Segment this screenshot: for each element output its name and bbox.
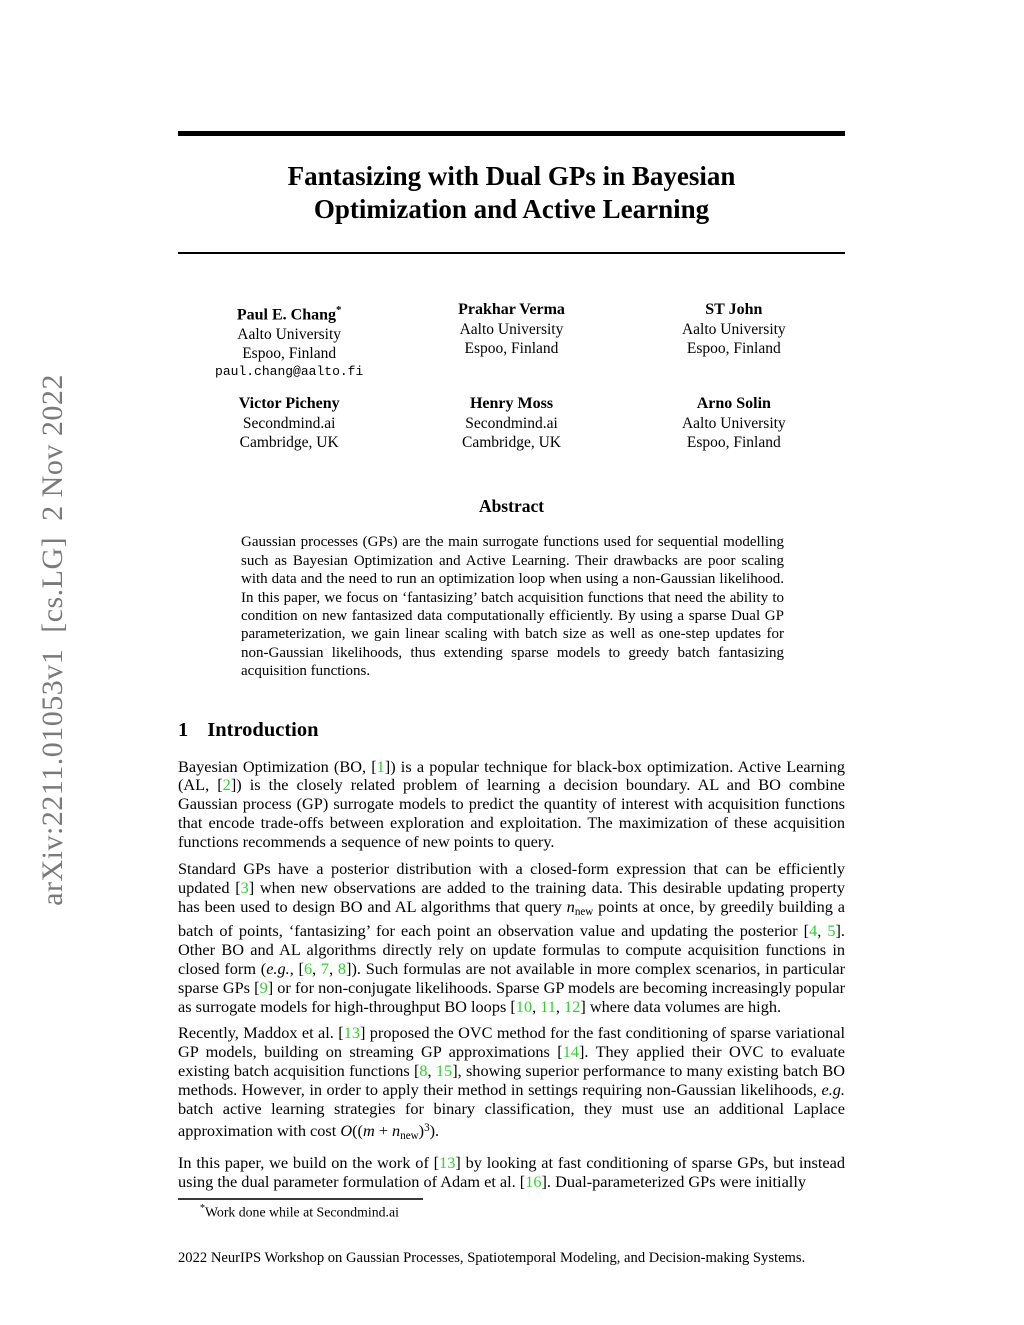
author-name: Victor Picheny — [238, 395, 340, 413]
author-location: Espoo, Finland — [686, 340, 781, 357]
author-name: Arno Solin — [696, 395, 771, 413]
author-block — [178, 300, 400, 381]
citation-link[interactable]: 10 — [515, 996, 533, 1016]
section-heading-introduction — [178, 719, 845, 742]
citation-link[interactable]: 15 — [435, 1061, 453, 1081]
author-row-2 — [178, 394, 845, 452]
math-variable: n — [566, 896, 575, 916]
footnote-marker: * — [200, 1202, 205, 1214]
intro-paragraph-2: Standard GPs have a posterior distribution with a closed-form expression that can be efficiently updated [3] when new observations are added to the training data. This desirable updating property has been used to design BO and AL algorithms that query nnew points at once, by greedily building a batch of points, ‘fantasizing’ for each point an observation value and updating the posterior [4, 5]. Other BO and AL algorithms directly rely on update formulas to compute acquisition functions in closed form (e.g., [6, 7, 8]). Such formulas are not available in more complex scenarios, in particular sparse GPs [9] or for non-conjugate likelihoods. Sparse GP models are becoming increasingly popular as surrogate models for high-throughput BO loops [10, 11, 12] where data volumes are high. — [178, 859, 846, 1016]
math-variable: n — [392, 1120, 401, 1140]
intro-paragraph-1: Bayesian Optimization (BO, [1]) is a popular technique for black-box optimization. Active Learning (AL, [2]) is the closely related problem of learning a decision boundary. AL and BO combine Gaussian process (GP) surrogate models to predict the quantity of interest with acquisition functions that encode trade-offs between exploration and exploitation. The maximization of these acquisition functions recommends a sequence of new points to query. — [178, 756, 845, 852]
citation-link[interactable]: 12 — [564, 996, 581, 1016]
citation-link[interactable]: 3 — [240, 878, 249, 898]
emphasis-text: e.g. — [821, 1080, 845, 1100]
author-affiliation: Aalto University — [459, 321, 564, 338]
author-block — [623, 300, 845, 381]
author-location: Espoo, Finland — [464, 340, 559, 357]
citation-link[interactable]: 8 — [337, 958, 347, 978]
section-number: 1 — [178, 718, 189, 741]
math-subscript: new — [400, 1130, 419, 1143]
citation-link[interactable]: 13 — [343, 1023, 360, 1043]
paper-title — [178, 160, 845, 226]
author-name: Prakhar Verma — [458, 301, 565, 318]
citation-link[interactable]: 9 — [259, 977, 268, 997]
author-location: Cambridge, UK — [239, 434, 339, 452]
math-subscript: new — [574, 906, 594, 919]
citation-link[interactable]: 14 — [562, 1042, 579, 1062]
author-affiliation: Aalto University — [237, 326, 342, 344]
footnote — [178, 1203, 845, 1221]
author-location: Espoo, Finland — [242, 345, 337, 363]
citation-link[interactable]: 11 — [540, 996, 556, 1016]
author-email[interactable]: paul.chang@aalto.fi — [215, 364, 364, 380]
venue-footer: 2022 NeurIPS Workshop on Gaussian Processes, Spatiotemporal Modeling, and Decision-making Systems. — [178, 1250, 806, 1267]
math-variable: O — [340, 1120, 353, 1140]
citation-link[interactable]: 7 — [320, 958, 330, 978]
citation-link[interactable]: 16 — [525, 1171, 542, 1191]
citation-link[interactable]: 1 — [376, 756, 385, 776]
author-block — [400, 300, 622, 381]
footnote-rule — [178, 1198, 423, 1200]
author-name: Henry Moss — [469, 395, 554, 413]
citation-link[interactable]: 2 — [222, 775, 231, 795]
paper-title-line2: Optimization and Active Learning — [313, 194, 710, 224]
paper-content — [178, 0, 845, 1267]
author-row-1 — [178, 300, 845, 381]
title-rule-bottom — [178, 252, 845, 254]
emphasis-text: e.g. — [266, 958, 290, 978]
author-affiliation: Aalto University — [681, 321, 786, 338]
author-block — [178, 394, 400, 452]
arxiv-watermark: arXiv:2211.01053v1 [cs.LG] 2 Nov 2022 — [36, 374, 69, 906]
citation-link[interactable]: 4 — [809, 920, 818, 940]
author-affiliation: Secondmind.ai — [465, 415, 558, 433]
author-affiliation: Secondmind.ai — [242, 415, 336, 433]
intro-paragraph-4: In this paper, we build on the work of [13] by looking at fast conditioning of sparse GPs, but instead using the dual parameter formulation of Adam et al. [16]. Dual-parameterized GPs were initially — [178, 1152, 845, 1191]
section-title: Introduction — [207, 718, 319, 741]
paper-title-line1: Fantasizing with Dual GPs in Bayesian — [287, 161, 736, 191]
citation-link[interactable]: 8 — [419, 1061, 428, 1081]
author-name: ST John — [705, 301, 763, 318]
author-footnote-mark: * — [335, 304, 342, 316]
author-block — [400, 394, 622, 452]
math-superscript: 3 — [424, 1121, 430, 1134]
citation-link[interactable]: 13 — [439, 1152, 456, 1172]
author-name — [178, 300, 400, 325]
author-name-text: Paul E. Chang — [236, 306, 336, 324]
citation-link[interactable]: 6 — [303, 958, 313, 978]
abstract-heading: Abstract — [478, 496, 545, 517]
math-variable: m — [362, 1120, 375, 1140]
title-rule-top — [178, 131, 845, 136]
citation-link[interactable]: 5 — [827, 920, 836, 940]
author-location: Cambridge, UK — [461, 434, 561, 452]
author-block — [623, 394, 845, 452]
footnote-body: Work done while at Secondmind.ai — [205, 1204, 399, 1220]
author-location: Espoo, Finland — [686, 434, 781, 452]
intro-paragraph-3: Recently, Maddox et al. [13] proposed the OVC method for the fast conditioning of sparse variational GP models, building on streaming GP approximations [14]. They applied their OVC to evaluate existing batch acquisition functions [8, 15], showing superior performance to many existing batch BO methods. However, in order to apply their method in settings requiring non-Gaussian likelihoods, e.g. batch active learning strategies for binary classification, they must use an additional Laplace approximation with cost O((m + nnew)$^3$). — [178, 1023, 845, 1143]
abstract-text: Gaussian processes (GPs) are the main surrogate functions used for sequential modelling such as Bayesian Optimization and Active Learning. Their drawbacks are poor scaling with data and the need to run an optimization loop when using a non-Gaussian likelihood. In this paper, we focus on ‘fantasizing’ batch acquisition functions that need the ability to condition on new fantasized data computationally efficiently. By using a sparse Dual GP parameterization, we gain linear scaling with batch size as well as one-step updates for non-Gaussian likelihoods, thus extending sparse models to greedy batch fantasizing acquisition functions. — [241, 534, 784, 680]
author-affiliation: Aalto University — [681, 415, 786, 433]
